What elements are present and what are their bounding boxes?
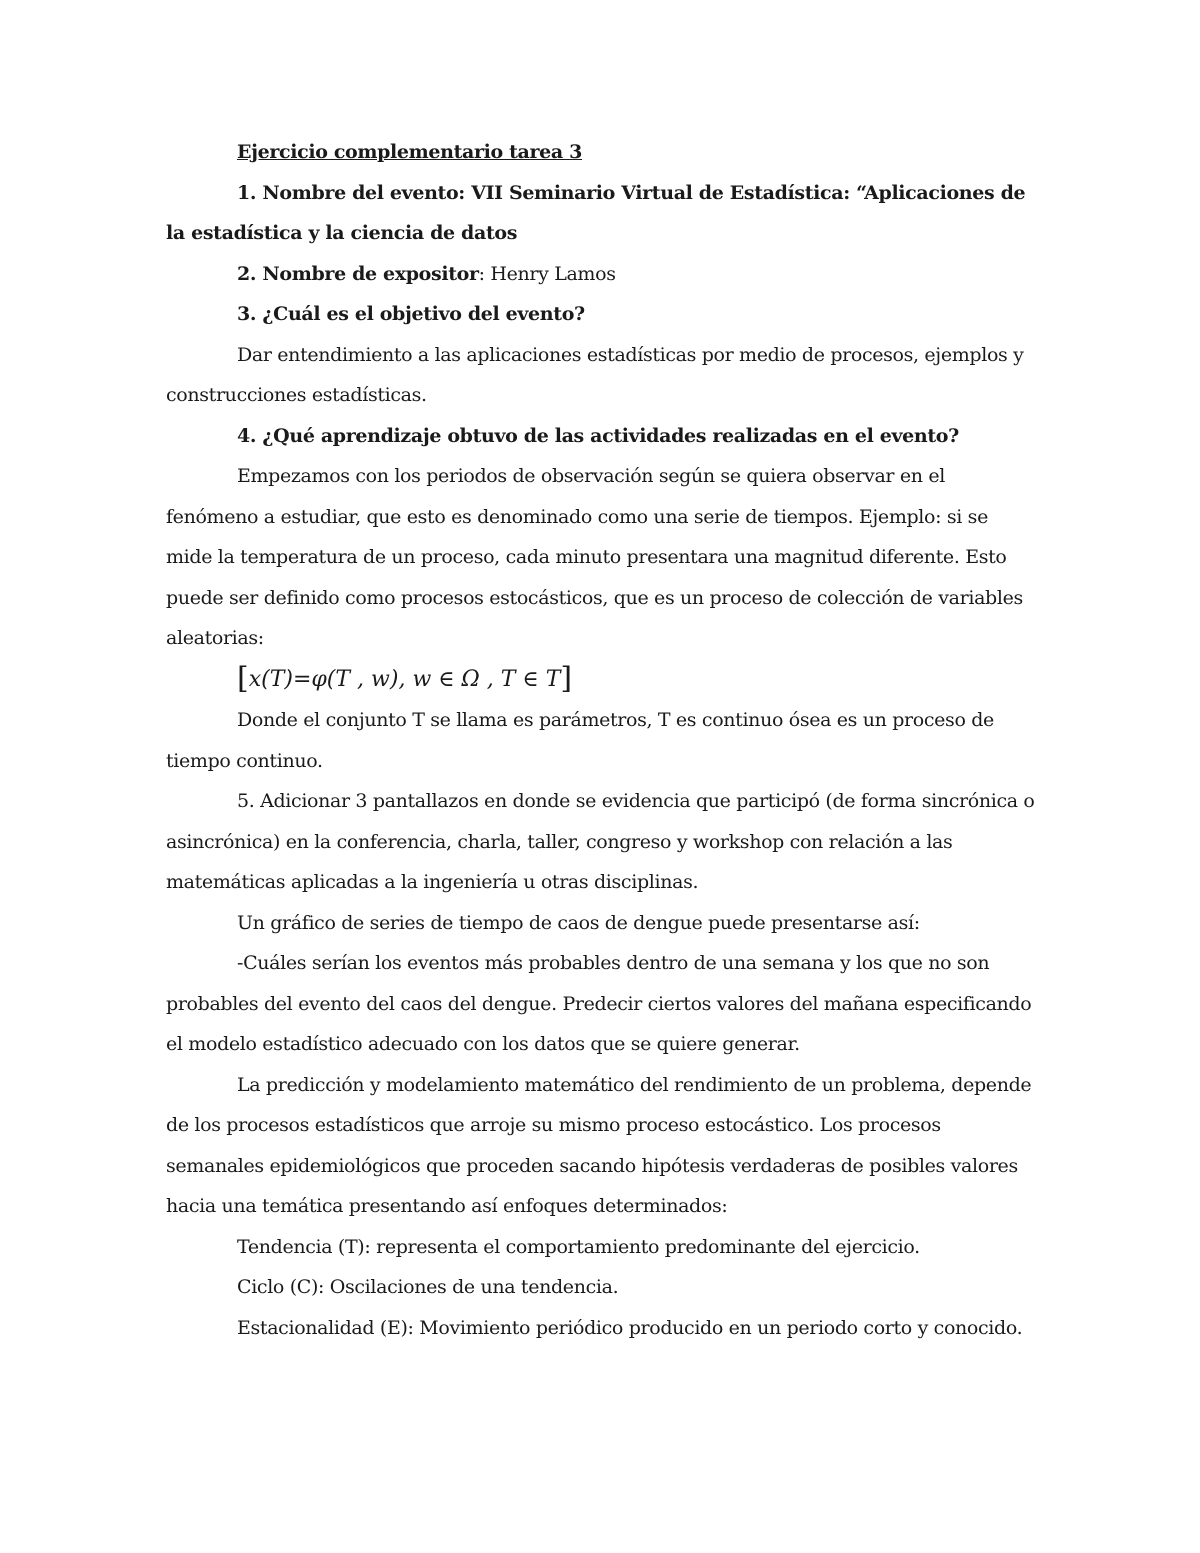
paragraph-seasonality: Estacionalidad (E): Movimiento periódico producido en un periodo corto y conocido. [237, 1316, 1023, 1339]
formula-close-bracket: ] [560, 660, 573, 696]
question-2-label: 2. Nombre de expositor [237, 262, 479, 285]
title-text: Ejercicio complementario tarea 3 [237, 141, 582, 163]
question-3 [166, 294, 1038, 335]
formula-text: x(T)=φ(T , w), w ∈ Ω , T ∈ T [248, 666, 561, 692]
question-1 [166, 173, 1038, 254]
paragraph-cycle: Ciclo (C): Oscilaciones de una tendencia. [237, 1276, 619, 1298]
paragraph-1: Un gráfico de series de tiempo de caos de dengue puede presentarse así: [237, 911, 920, 934]
question-2-value: : Henry Lamos [478, 262, 616, 285]
formula-open-bracket: [ [237, 660, 249, 696]
question-4-after-formula: Donde el conjunto T se llama es parámetros, T es continuo ósea es un proceso de tiempo continuo. [166, 709, 994, 772]
document-page [166, 132, 1038, 1348]
question-1-label: 1. Nombre del evento: [237, 181, 465, 204]
paragraph-2: -Cuáles serían los eventos más probables dentro de una semana y los que no son probables del evento del caos del dengue. Predecir ciertos valores del mañana especificando el modelo estadístico adecuado con los datos que se quiere generar. [166, 952, 1032, 1055]
question-4-label: 4. ¿Qué aprendizaje obtuvo de las actividades realizadas en el evento? [237, 424, 959, 447]
paragraph-3: La predicción y modelamiento matemático del rendimiento de un problema, depende de los procesos estadísticos que arroje su mismo proceso estocástico. Los procesos semanales epidemiológicos que proceden sacando hipótesis verdaderas de posibles valores hacia una temática presentando así enfoques determinados: [166, 1073, 1032, 1217]
question-2 [166, 254, 1038, 295]
question-3-label: 3. ¿Cuál es el objetivo del evento? [237, 303, 585, 325]
question-4-answer: Empezamos con los periodos de observación según se quiera observar en el fenómeno a estudiar, que esto es denominado como una serie de tiempos. Ejemplo: si se mide la temperatura de un proceso, cada minuto presentara una magnitud diferente. Esto puede ser definido como procesos estocásticos, que es un proceso de colección de variables aleatorias: [166, 465, 1023, 649]
document-title [166, 132, 1038, 173]
question-4 [166, 416, 1038, 457]
paragraph-trend: Tendencia (T): representa el comportamiento predominante del ejercicio. [237, 1235, 920, 1258]
formula [166, 659, 1038, 701]
question-5: 5. Adicionar 3 pantallazos en donde se evidencia que participó (de forma sincrónica o asincrónica) en la conferencia, charla, taller, congreso y workshop con relación a las matemáticas aplicadas a la ingeniería u otras disciplinas. [166, 790, 1035, 893]
question-3-answer: Dar entendimiento a las aplicaciones estadísticas por medio de procesos, ejemplos y construcciones estadísticas. [166, 343, 1024, 406]
question-1-value: VII Seminario Virtual de Estadística: “Aplicaciones de la estadística y la ciencia de datos [166, 181, 1026, 244]
